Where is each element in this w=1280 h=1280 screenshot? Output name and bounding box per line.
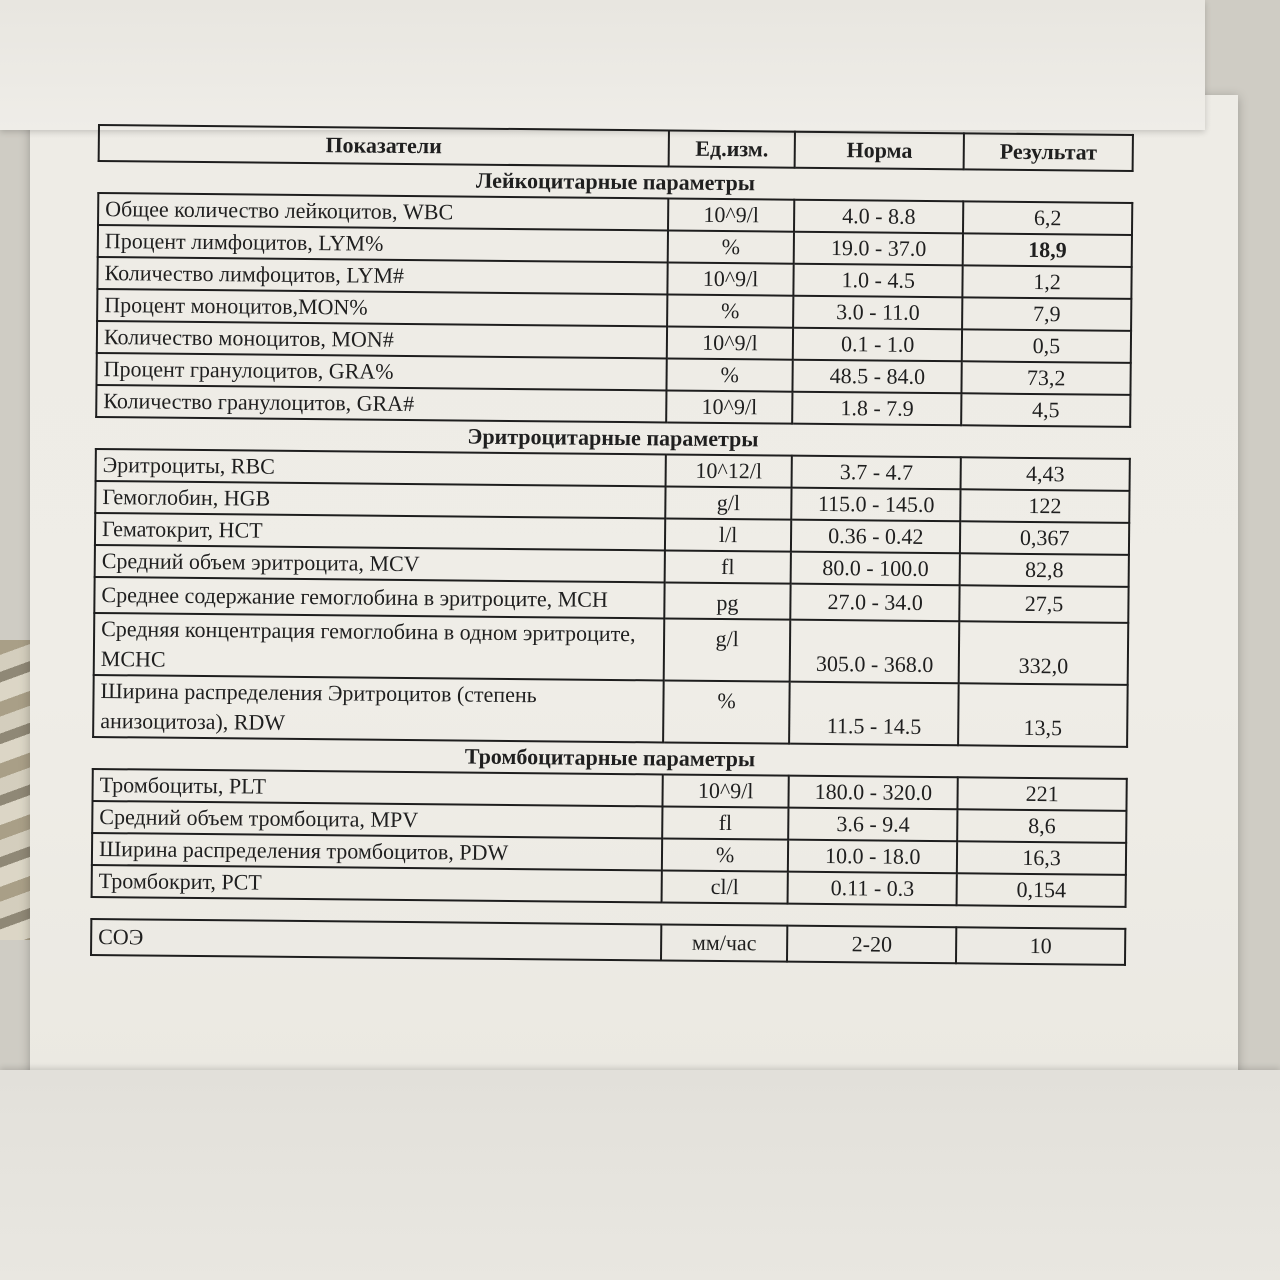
- unit-cell: l/l: [665, 518, 792, 551]
- section-title: Тромбоцитарные параметры: [464, 743, 756, 772]
- result-cell: 0,367: [960, 521, 1129, 555]
- unit-cell: cl/l: [661, 870, 788, 903]
- norm-cell: 0.1 - 1.0: [793, 328, 962, 362]
- unit-cell: 10^9/l: [667, 262, 794, 295]
- unit-cell: g/l: [663, 618, 790, 681]
- indicator-name: Среднее содержание гемоглобина в эритроците, MCH: [94, 577, 664, 618]
- norm-cell: 3.6 - 9.4: [789, 808, 958, 842]
- indicator-name: Средний объем эритроцита, MCV: [95, 545, 665, 582]
- section-title: Эритроцитарные параметры: [467, 423, 759, 452]
- indicator-name: Ширина распределения тромбоцитов, PDW: [92, 833, 662, 870]
- indicator-name: Тромбоциты, PLT: [93, 769, 663, 806]
- result-cell: 221: [958, 777, 1127, 811]
- norm-cell: 180.0 - 320.0: [789, 776, 958, 810]
- result-cell: 6,2: [963, 201, 1132, 235]
- unit-cell: 10^9/l: [668, 198, 795, 231]
- result-cell: 4,43: [961, 457, 1130, 491]
- indicator-name: Процент гранулоцитов, GRA%: [96, 353, 666, 390]
- unit-cell: pg: [664, 582, 791, 619]
- unit-cell: fl: [664, 550, 791, 583]
- results-table: [91, 124, 1134, 908]
- result-cell: 0,5: [962, 329, 1131, 363]
- indicator-name: Средняя концентрация гемоглобина в одном эритроците, MCHC: [94, 613, 664, 680]
- norm-cell: 0.11 - 0.3: [788, 872, 957, 906]
- lab-results-document: [90, 124, 1134, 966]
- norm-cell: 1.8 - 7.9: [793, 392, 962, 426]
- unit-cell: 10^12/l: [665, 454, 792, 487]
- result-cell: 73,2: [962, 361, 1131, 395]
- unit-cell: fl: [662, 806, 789, 839]
- result-cell: 13,5: [958, 683, 1127, 747]
- indicator-name: Количество гранулоцитов, GRA#: [96, 385, 666, 422]
- top-paper-edge: [0, 0, 1205, 130]
- header-indicators: Показатели: [99, 125, 669, 166]
- unit-cell: %: [667, 294, 794, 327]
- indicator-name: Ширина распределения Эритроцитов (степень анизоцитоза), RDW: [93, 675, 663, 742]
- unit-cell: 10^9/l: [667, 326, 794, 359]
- result-cell: 4,5: [961, 393, 1130, 427]
- norm-cell: 4.0 - 8.8: [794, 200, 963, 234]
- header-result: Результат: [964, 133, 1133, 171]
- norm-cell: 1.0 - 4.5: [794, 264, 963, 298]
- table-row: [93, 675, 1128, 747]
- norm-cell: 0.36 - 0.42: [791, 520, 960, 554]
- result-cell: 16,3: [957, 841, 1126, 875]
- norm-cell: 19.0 - 37.0: [794, 232, 963, 266]
- unit-cell: 10^9/l: [666, 390, 793, 423]
- table-row: [94, 613, 1129, 685]
- indicator-name: Количество лимфоцитов, LYM#: [97, 257, 667, 294]
- result-cell: 122: [960, 489, 1129, 523]
- indicator-name: Тромбокрит, PCT: [92, 865, 662, 902]
- norm-cell: 3.7 - 4.7: [792, 456, 961, 490]
- indicator-name: Эритроциты, RBC: [96, 449, 666, 486]
- indicator-name: Процент лимфоцитов, LYM%: [98, 225, 668, 262]
- esr-name: СОЭ: [91, 919, 661, 960]
- header-unit: Ед.изм.: [668, 130, 795, 167]
- norm-cell: 115.0 - 145.0: [792, 488, 961, 522]
- unit-cell: 10^9/l: [662, 774, 789, 807]
- unit-cell: %: [662, 838, 789, 871]
- indicator-name: Гемоглобин, HGB: [95, 481, 665, 518]
- result-cell: 332,0: [959, 621, 1128, 685]
- header-norm: Норма: [795, 132, 964, 170]
- indicator-name: Гематокрит, HCT: [95, 513, 665, 550]
- norm-cell: 3.0 - 11.0: [793, 296, 962, 330]
- indicator-name: Количество моноцитов, MON#: [97, 321, 667, 358]
- bottom-paper-edge: [0, 1070, 1280, 1280]
- norm-cell: 305.0 - 368.0: [790, 620, 959, 684]
- result-cell: 82,8: [960, 553, 1129, 587]
- norm-cell: 27.0 - 34.0: [791, 584, 960, 622]
- results-table-body: [92, 125, 1133, 907]
- indicator-name: Общее количество лейкоцитов, WBC: [98, 193, 668, 230]
- esr-norm: 2-20: [787, 926, 956, 964]
- result-cell: 8,6: [957, 809, 1126, 843]
- result-cell: 7,9: [962, 297, 1131, 331]
- norm-cell: 10.0 - 18.0: [788, 840, 957, 874]
- indicator-name: Процент моноцитов,MON%: [97, 289, 667, 326]
- norm-cell: 48.5 - 84.0: [793, 360, 962, 394]
- norm-cell: 11.5 - 14.5: [789, 682, 958, 746]
- result-cell: 1,2: [963, 265, 1132, 299]
- unit-cell: %: [666, 358, 793, 391]
- esr-result: 10: [956, 927, 1125, 965]
- result-cell: 0,154: [957, 873, 1126, 907]
- unit-cell: g/l: [665, 486, 792, 519]
- unit-cell: %: [663, 680, 790, 743]
- esr-unit: мм/час: [661, 924, 788, 961]
- indicator-name: Средний объем тромбоцита, MPV: [92, 801, 662, 838]
- norm-cell: 80.0 - 100.0: [791, 552, 960, 586]
- unit-cell: %: [667, 230, 794, 263]
- result-cell: 27,5: [959, 585, 1128, 623]
- section-title: Лейкоцитарные параметры: [475, 167, 756, 196]
- result-cell: 18,9: [963, 233, 1132, 267]
